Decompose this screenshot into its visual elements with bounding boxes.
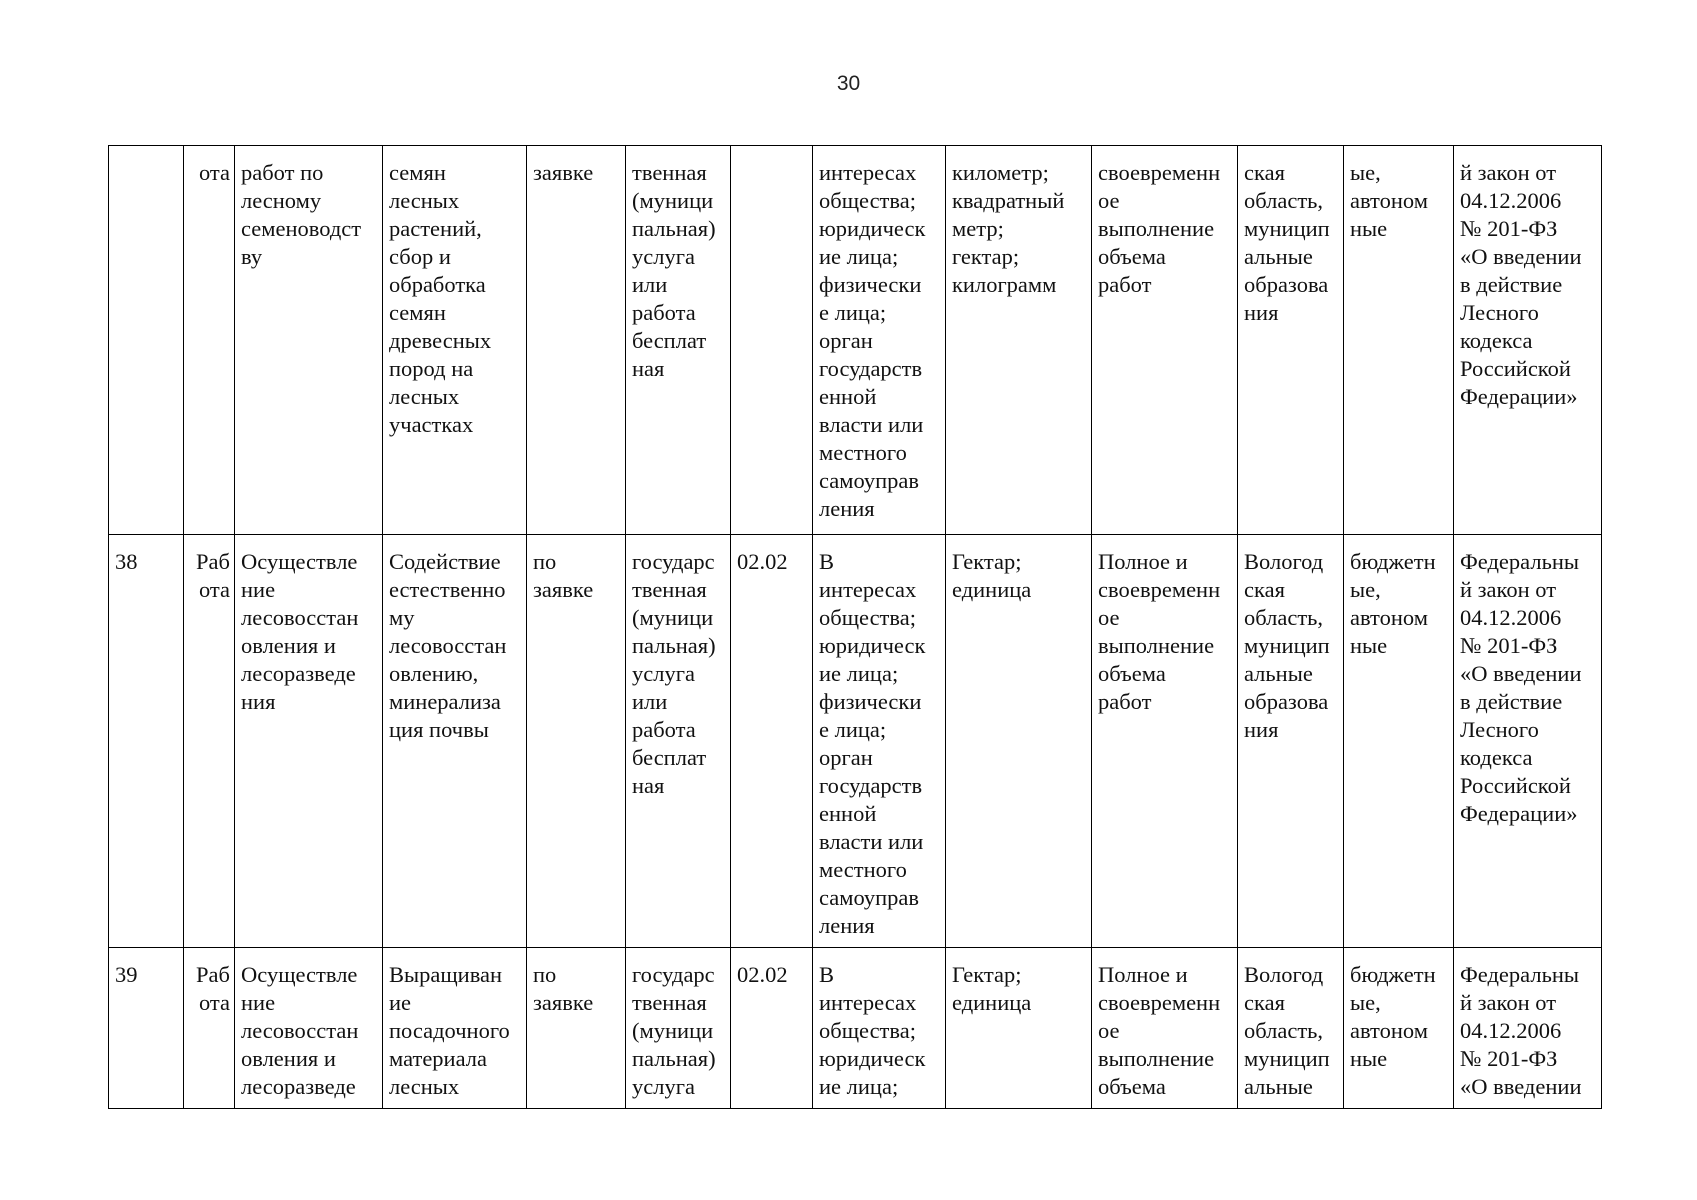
page-number: 30 [836, 72, 861, 95]
cell-number: 39 [109, 948, 184, 1109]
table-row [109, 146, 1602, 535]
cell-code [731, 146, 813, 535]
cell-status: твенная (муници пальная) услуга или работа бесплат ная [626, 146, 731, 535]
cell-indicators: Полное и своевременн ое выполнение объема [1092, 948, 1238, 1109]
cell-content: Содействие естественно му лесовосстан овлению, минерализа ция почвы [383, 535, 527, 948]
cell-form: по заявке [527, 535, 626, 948]
cell-form: по заявке [527, 948, 626, 1109]
cell-law: й закон от 04.12.2006 № 201-ФЗ «О введении в действие Лесного кодекса Российской Федерации» [1454, 146, 1602, 535]
services-table [108, 145, 1602, 1109]
cell-form: заявке [527, 146, 626, 535]
cell-indicators: Полное и своевременн ое выполнение объема работ [1092, 535, 1238, 948]
cell-code: 02.02 [731, 535, 813, 948]
cell-number: 38 [109, 535, 184, 948]
cell-code: 02.02 [731, 948, 813, 1109]
cell-units: Гектар; единица [946, 948, 1092, 1109]
cell-consumers: В интересах общества; юридическ ие лица; [813, 948, 946, 1109]
table-row [109, 948, 1602, 1109]
cell-name: работ по лесному семеноводст ву [235, 146, 383, 535]
cell-territory: Вологод ская область, муницип альные [1238, 948, 1344, 1109]
cell-institutions: ые, автоном ные [1344, 146, 1454, 535]
cell-content: Выращиван ие посадочного материала лесных [383, 948, 527, 1109]
cell-status: государс твенная (муници пальная) услуга [626, 948, 731, 1109]
cell-type: Раб ота [184, 948, 235, 1109]
cell-content: семян лесных растений, сбор и обработка семян древесных пород на лесных участках [383, 146, 527, 535]
cell-number [109, 146, 184, 535]
cell-consumers: В интересах общества; юридическ ие лица; физически е лица; орган государств енной власти или местного самоуправ ления [813, 535, 946, 948]
cell-name: Осуществле ние лесовосстан овления и лесоразведе [235, 948, 383, 1109]
cell-indicators: своевременн ое выполнение объема работ [1092, 146, 1238, 535]
cell-type: ота [184, 146, 235, 535]
cell-institutions: бюджетн ые, автоном ные [1344, 535, 1454, 948]
cell-status: государс твенная (муници пальная) услуга или работа бесплат ная [626, 535, 731, 948]
cell-territory: Вологод ская область, муницип альные образова ния [1238, 535, 1344, 948]
cell-law: Федеральны й закон от 04.12.2006 № 201-ФЗ «О введении в действие Лесного кодекса Российской Федерации» [1454, 535, 1602, 948]
cell-type: Раб ота [184, 535, 235, 948]
cell-units: Гектар; единица [946, 535, 1092, 948]
cell-units: километр; квадратный метр; гектар; килограмм [946, 146, 1092, 535]
cell-institutions: бюджетн ые, автоном ные [1344, 948, 1454, 1109]
cell-law: Федеральны й закон от 04.12.2006 № 201-ФЗ «О введении [1454, 948, 1602, 1109]
cell-territory: ская область, муницип альные образова ния [1238, 146, 1344, 535]
table-row [109, 535, 1602, 948]
cell-name: Осуществле ние лесовосстан овления и лесоразведе ния [235, 535, 383, 948]
cell-consumers: интересах общества; юридическ ие лица; физически е лица; орган государств енной власти или местного самоуправ ления [813, 146, 946, 535]
